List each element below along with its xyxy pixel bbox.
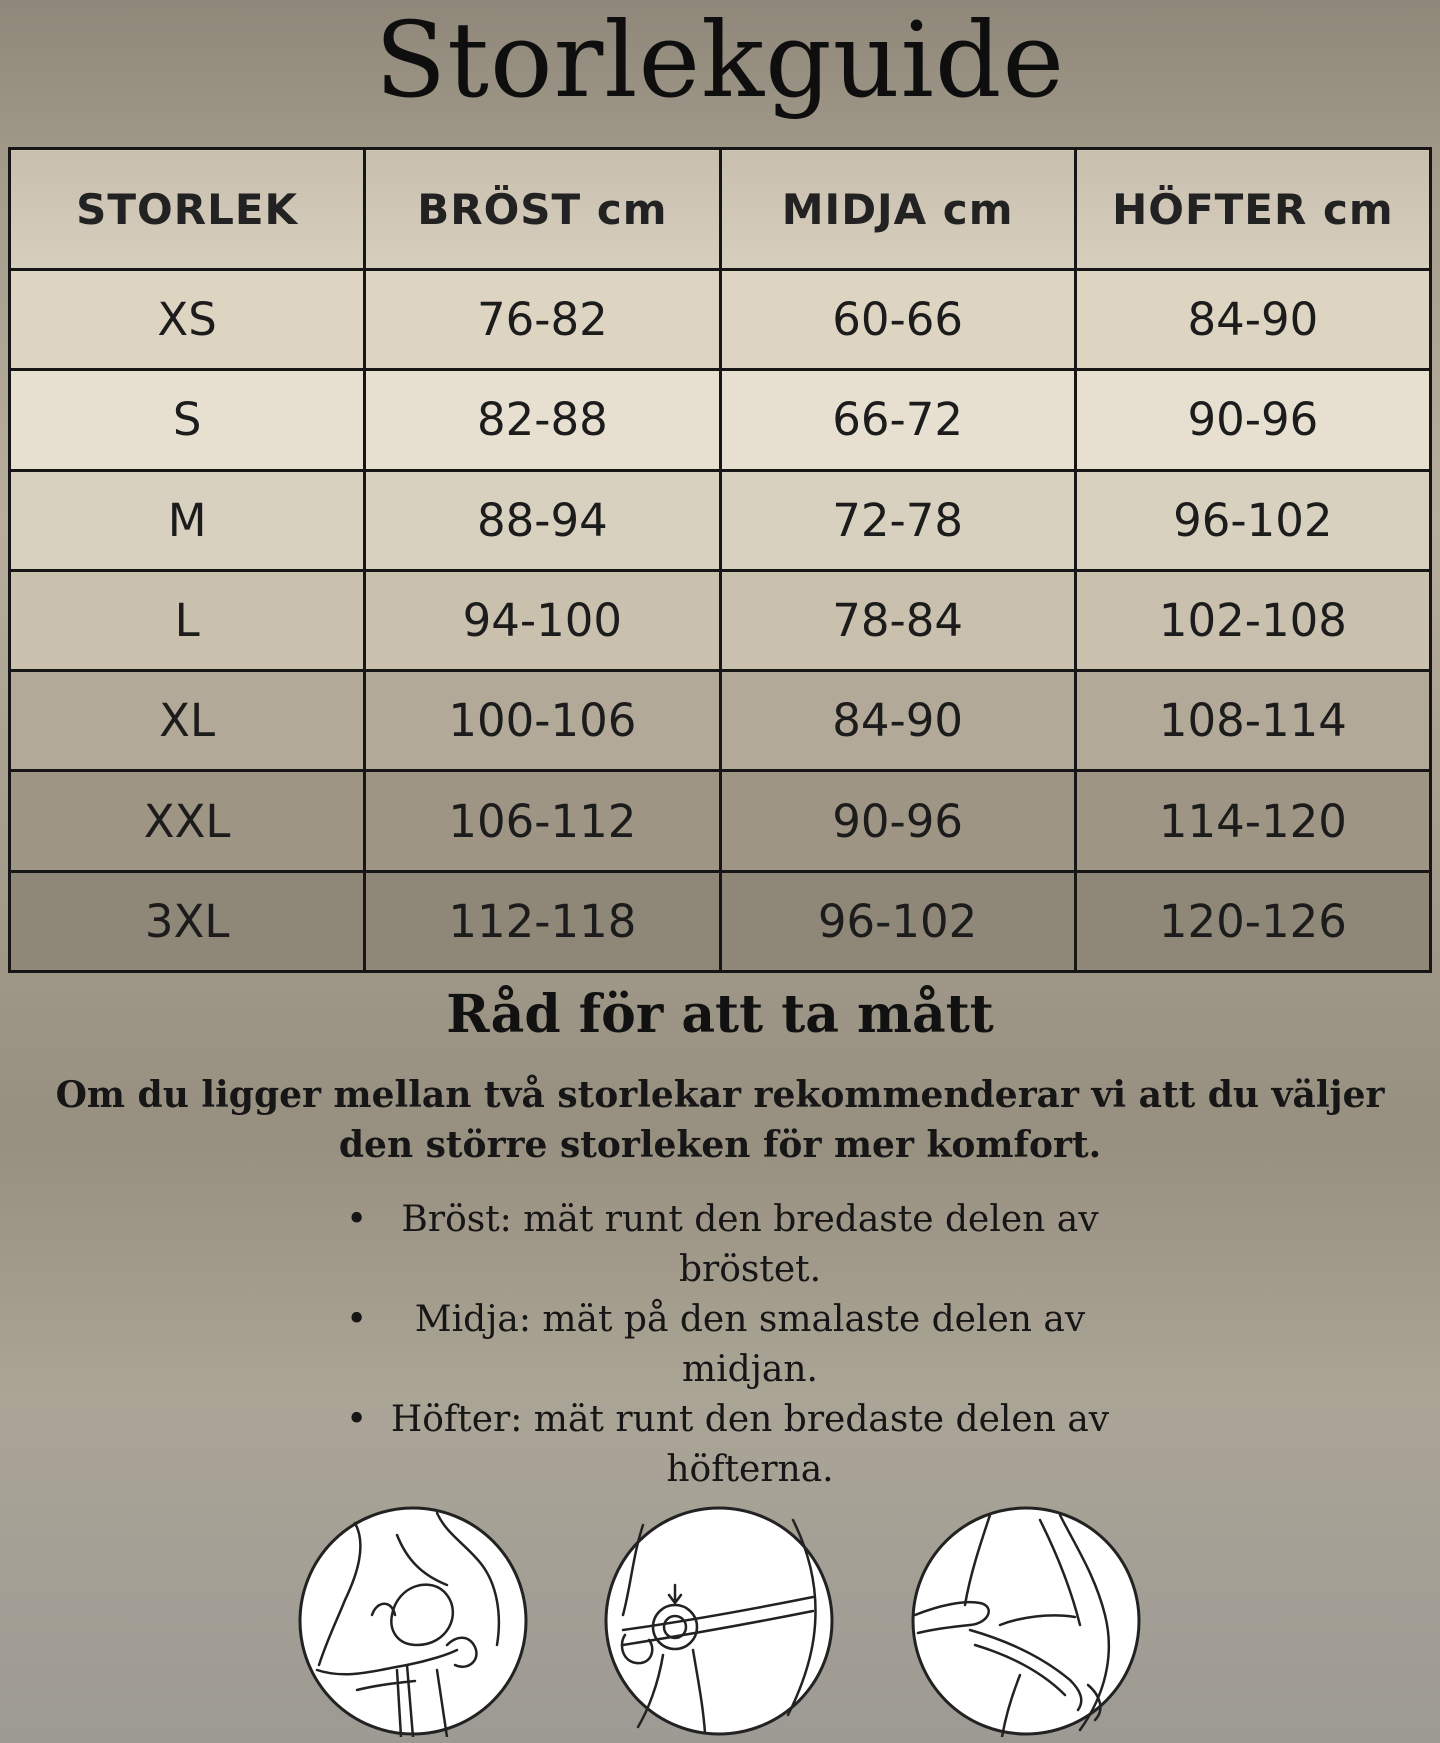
header-waist: MIDJA cm [720,149,1075,270]
size-cell: XL [10,671,365,771]
measurement-tips-list [330,1195,1110,1495]
bullet-icon: • [346,1299,368,1340]
size-cell: L [10,570,365,670]
header-bust: BRÖST cm [365,149,720,270]
header-size: STORLEK [10,149,365,270]
hips-cell: 90-96 [1075,370,1430,470]
table-row [10,470,1431,570]
tip-text: Höfter: mät runt den bredaste delen av höfterna. [390,1399,1110,1490]
hips-cell: 114-120 [1075,771,1430,871]
page-title: Storlekguide [374,0,1066,121]
table-row [10,671,1431,771]
bullet-icon: • [346,1199,368,1240]
waist-measure-icon [603,1505,835,1737]
size-cell: XXL [10,771,365,871]
bust-cell: 94-100 [365,570,720,670]
waist-cell: 90-96 [720,771,1075,871]
size-cell: XS [10,270,365,370]
waist-cell: 96-102 [720,871,1075,971]
waist-cell: 72-78 [720,470,1075,570]
advice-paragraph: Om du ligger mellan två storlekar rekommenderar vi att du väljer den större storleken för mer komfort. [55,1074,1385,1166]
size-cell: M [10,470,365,570]
hips-cell: 96-102 [1075,470,1430,570]
table-row [10,871,1431,971]
advice-heading: Råd för att ta mått [446,984,994,1045]
table-header-row [10,149,1431,270]
size-cell: S [10,370,365,470]
bust-cell: 106-112 [365,771,720,871]
header-hips: HÖFTER cm [1075,149,1430,270]
waist-cell: 60-66 [720,270,1075,370]
size-cell: 3XL [10,871,365,971]
tip-text: Bröst: mät runt den bredaste delen av bröstet. [401,1199,1099,1290]
bust-cell: 76-82 [365,270,720,370]
bust-cell: 112-118 [365,871,720,971]
table-row [10,270,1431,370]
hips-cell: 102-108 [1075,570,1430,670]
table-row [10,570,1431,670]
tip-bust [330,1195,1110,1295]
bust-cell: 88-94 [365,470,720,570]
bust-cell: 82-88 [365,370,720,470]
bust-measure-icon [297,1505,529,1737]
waist-cell: 78-84 [720,570,1075,670]
tip-text: Midja: mät på den smalaste delen av midjan. [414,1299,1086,1390]
table-row [10,370,1431,470]
table-row [10,771,1431,871]
bust-cell: 100-106 [365,671,720,771]
tip-waist [330,1295,1110,1395]
bullet-icon: • [346,1399,368,1440]
size-table [8,147,1432,973]
hips-cell: 108-114 [1075,671,1430,771]
waist-cell: 66-72 [720,370,1075,470]
hip-measure-icon [910,1505,1142,1737]
hips-cell: 120-126 [1075,871,1430,971]
tip-hips [330,1395,1110,1495]
hips-cell: 84-90 [1075,270,1430,370]
waist-cell: 84-90 [720,671,1075,771]
